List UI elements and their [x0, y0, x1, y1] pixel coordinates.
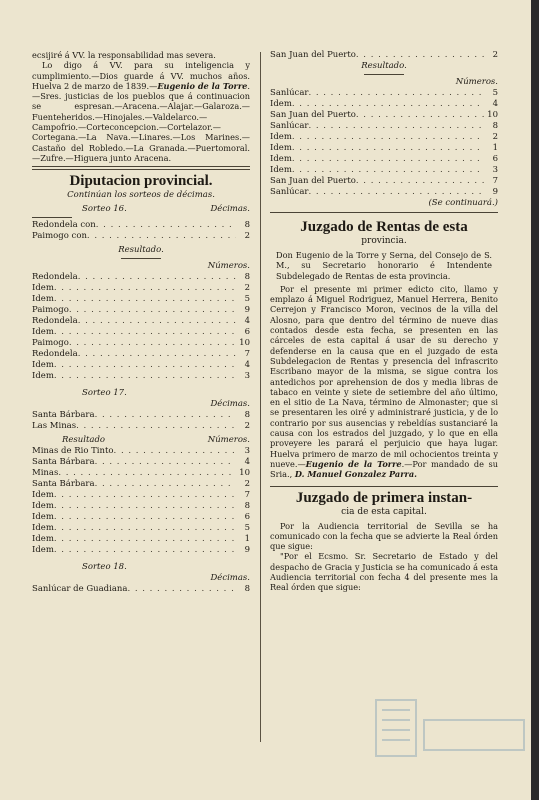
row-name: Sanlúcar: [270, 187, 309, 197]
table-row: [32, 479, 250, 490]
row-value: 5: [244, 523, 250, 534]
intro-paragraph: Lo digo á VV. para su inteligencia y cumplimiento.—Dios guarde á VV. muchos años. Huelva 2 de marzo de 1839.—Eugenio de la Torre.—Sres. justicias de los pueblos que á continuacion se espresan.—Aracena.—Alajar.—Galaroza.—Fuenteheridos.—Hinojales.—Valdelarco.—Campofrio.—Corteconcepcion.—Cortelazor.—Cortegana.—La Nava.—Linares.—Los Marines.—Castaño del Robledo.—La Granada.—Puertomoral.—Zufre.—Higuera junto Aracena.: [32, 60, 250, 163]
audiencia-paragraph: Por la Audiencia territorial de Sevilla se ha comunicado con la fecha que se advierte la Real órden que sigue:: [270, 520, 498, 552]
leader-dots: [54, 501, 236, 512]
right-results: [270, 88, 498, 198]
section-subtitle: Continúan los sorteos de décimas.: [67, 190, 215, 201]
section-rule: [270, 486, 498, 487]
result-label: Resultado.: [361, 61, 407, 71]
table-row: [270, 165, 498, 176]
leader-dots: [95, 457, 236, 468]
leader-dots: [356, 50, 484, 61]
row-value: 9: [244, 545, 250, 556]
row-value: 1: [244, 534, 250, 545]
leader-dots: [95, 479, 236, 490]
row-name: Santa Bárbara: [32, 410, 95, 421]
section-rule: [270, 212, 498, 213]
row-value: 2: [492, 132, 498, 142]
table-row: [32, 523, 250, 534]
row-name: Sanlúcar de Guadiana: [32, 584, 128, 595]
row-value: 2: [244, 231, 250, 242]
row-value: 8: [244, 584, 250, 595]
leader-dots: [292, 165, 484, 176]
section-heading-diputacion: Diputacion provincial.: [69, 173, 213, 190]
row-name: Redondela: [32, 272, 78, 283]
leader-dots: [54, 327, 236, 338]
row-name: Idem: [32, 490, 54, 501]
section-heading-juzgado-rentas: Juzgado de Rentas de esta: [300, 219, 468, 235]
row-name: Idem: [32, 294, 54, 305]
section-rule: [32, 166, 250, 167]
row-name: San Juan del Puerto: [270, 50, 356, 60]
table-row: [32, 231, 250, 242]
header-paragraph: Don Eugenio de la Torre y Serna, del Consejo de S. M., su Secretario honorario é Intendente Subdelegado de Rentas de esta provincia.: [276, 250, 492, 281]
sorteo-17-results: [32, 446, 250, 556]
leader-dots: [54, 534, 236, 545]
row-value: 5: [492, 88, 498, 98]
table-row: [32, 584, 250, 595]
row-value: 4: [244, 360, 250, 371]
scan-edge: [531, 0, 539, 800]
row-name: Idem: [270, 165, 292, 175]
leader-dots: [292, 143, 484, 154]
leader-dots: [78, 349, 236, 360]
row-name: Minas: [32, 468, 59, 479]
row-name: Santa Bárbara: [32, 479, 95, 490]
row-value: 2: [492, 50, 498, 60]
table-row: [32, 501, 250, 512]
left-column: [32, 50, 250, 595]
row-value: 3: [244, 446, 250, 457]
row-name: Idem: [32, 523, 54, 534]
row-name: Paimogo con: [32, 231, 87, 242]
table-row: [32, 410, 250, 421]
right-column: [270, 50, 498, 593]
table-row: [270, 50, 498, 61]
leader-dots: [292, 99, 484, 110]
sorteo-17-rows: [32, 410, 250, 432]
row-value: 1: [492, 143, 498, 153]
table-row: [270, 187, 498, 198]
row-value: 7: [244, 349, 250, 360]
leader-dots: [356, 176, 484, 187]
row-value: 3: [492, 165, 498, 175]
row-value: 10: [239, 468, 250, 479]
table-row: [32, 490, 250, 501]
leader-dots: [54, 490, 236, 501]
row-name: Redondela: [32, 316, 78, 327]
row-name: Sanlúcar: [270, 121, 309, 131]
column-divider: [260, 52, 261, 742]
row-value: 6: [244, 327, 250, 338]
table-row: [32, 316, 250, 327]
row-value: 8: [244, 410, 250, 421]
table-row: [32, 283, 250, 294]
row-value: 2: [244, 421, 250, 432]
leader-dots: [54, 360, 236, 371]
leader-dots: [69, 305, 236, 316]
leader-dots: [54, 523, 236, 534]
edict-paragraph: Por el presente mi primer edicto cito, llamo y emplazo á Miguel Rodriguez, Manuel Herrera, Benito Cerrejon y Francisco Moron, vecinos de la villa del Alosno, para que dentro del término de nueve dias contados desde esta fecha, se presenten en las cárceles de esta capital á usar de su derecho y defenderse en la causa que en el juzgado de esta Subdelegacion de Rentas y presencia del infrascrito Escribano mayor de la misma, se sigue contra los antedichos por aprehension de dos y media libras de tabaco en veinte y siete de setiembre del año último, en el sitio de La Nava, término de Almonaster; que si se presentaren les oiré y administraré justicia, y de lo contrario por sus ausencias y rebeldías sustanciaré la causa con los estrados del juzgado, y lo que en ella proveyere les parará el perjuicio que haya lugar. Huelva primero de marzo de mil ochocientos treinta y nueve.—Eugenio de la Torre.—Por mandado de su Sria., D. Manuel Gonzalez Parra.: [270, 283, 498, 480]
table-row: [270, 176, 498, 187]
divider-line: [121, 258, 161, 259]
row-name: Idem: [270, 154, 292, 164]
section-rule: [32, 169, 250, 170]
table-row: [32, 534, 250, 545]
row-name: San Juan del Puerto: [270, 176, 356, 186]
continued-note: (Se continuará.): [428, 198, 498, 208]
leader-dots: [96, 220, 236, 231]
row-name: Paimogo: [32, 305, 69, 316]
leader-dots: [308, 121, 484, 132]
row-name: Idem: [32, 360, 54, 371]
row-name: San Juan del Puerto: [270, 110, 356, 120]
table-row: [270, 143, 498, 154]
table-row: [270, 121, 498, 132]
sorteo-16-rows: [32, 220, 250, 242]
library-watermark-stamp: [372, 690, 532, 770]
top-rows: [270, 50, 498, 61]
table-row: [270, 110, 498, 121]
row-name: Idem: [32, 283, 54, 294]
decimas-label: Décimas.: [210, 399, 250, 410]
table-row: [32, 457, 250, 468]
table-row: [32, 371, 250, 382]
table-row: [32, 512, 250, 523]
numbers-label: Números.: [207, 261, 250, 272]
row-value: 6: [492, 154, 498, 164]
sorteo-17-result-header: Resultado Números.: [62, 435, 250, 446]
table-row: [32, 446, 250, 457]
row-value: 8: [244, 272, 250, 283]
row-name: Minas de Rio Tinto: [32, 446, 114, 457]
leader-dots: [54, 283, 236, 294]
row-name: Santa Bárbara: [32, 457, 95, 468]
table-row: [270, 99, 498, 110]
leader-dots: [127, 584, 236, 595]
sorteo-18-header: Sorteo 18.: [82, 562, 127, 573]
leader-dots: [54, 294, 236, 305]
row-value: 7: [244, 490, 250, 501]
table-row: [32, 360, 250, 371]
leader-dots: [54, 545, 236, 556]
row-value: 9: [492, 187, 498, 197]
sorteo-16-results: [32, 272, 250, 382]
row-value: 4: [244, 457, 250, 468]
row-value: 10: [487, 110, 498, 120]
leader-dots: [87, 231, 236, 242]
leader-dots: [356, 110, 484, 121]
row-value: 9: [244, 305, 250, 316]
real-orden-paragraph: "Por el Ecsmo. Sr. Secretario de Estado y del despacho de Gracia y Justicia se ha comunicado á esta Audiencia territorial con fecha 4 del presente mes la Real órden que sigue:: [270, 551, 498, 593]
leader-dots: [292, 132, 484, 143]
sorteo-17-header: Sorteo 17.: [82, 388, 127, 399]
section-subheading: provincia.: [361, 236, 407, 246]
leader-dots: [308, 187, 484, 198]
table-row: [270, 88, 498, 99]
row-name: Idem: [32, 534, 54, 545]
sorteo-16-header: Sorteo 16. Décimas.: [82, 204, 250, 215]
row-name: Idem: [32, 512, 54, 523]
leader-dots: [76, 421, 236, 432]
row-name: Idem: [270, 132, 292, 142]
table-row: [270, 154, 498, 165]
row-name: Redondela: [32, 349, 78, 360]
result-label: Resultado.: [118, 245, 164, 256]
row-name: Idem: [32, 545, 54, 556]
section-heading-juzgado-primera: Juzgado de primera instan-: [295, 489, 473, 506]
table-row: [32, 338, 250, 349]
table-row: [32, 294, 250, 305]
row-name: Idem: [32, 371, 54, 382]
divider-line: [32, 217, 72, 218]
row-value: 2: [244, 479, 250, 490]
row-value: 5: [244, 294, 250, 305]
leader-dots: [308, 88, 484, 99]
table-row: [32, 220, 250, 231]
row-value: 8: [244, 220, 250, 231]
table-row: [32, 349, 250, 360]
table-row: [32, 327, 250, 338]
table-row: [270, 132, 498, 143]
intro-signature: Eugenio de la Torre: [157, 80, 248, 91]
row-value: 6: [244, 512, 250, 523]
section-subheading: cia de esta capital.: [341, 506, 427, 517]
row-value: 3: [244, 371, 250, 382]
row-value: 4: [492, 99, 498, 109]
table-row: [32, 272, 250, 283]
row-name: Redondela con: [32, 220, 96, 231]
decimas-label: Décimas.: [210, 573, 250, 584]
row-value: 2: [244, 283, 250, 294]
table-row: [32, 545, 250, 556]
sorteo-18-rows: [32, 584, 250, 595]
numbers-label: Números.: [455, 77, 498, 87]
table-row: [32, 421, 250, 432]
table-row: [32, 468, 250, 479]
row-value: 8: [492, 121, 498, 131]
leader-dots: [58, 468, 236, 479]
row-name: Paimogo: [32, 338, 69, 349]
row-name: Idem: [270, 99, 292, 109]
table-row: [32, 305, 250, 316]
divider-line: [364, 74, 404, 75]
row-value: 10: [239, 338, 250, 349]
leader-dots: [54, 371, 236, 382]
leader-dots: [78, 316, 236, 327]
intro-line: ecsijiré á VV. la responsabilidad mas severa.: [32, 50, 216, 60]
leader-dots: [114, 446, 236, 457]
leader-dots: [78, 272, 236, 283]
row-value: 4: [244, 316, 250, 327]
row-name: Las Minas: [32, 421, 77, 432]
row-name: Idem: [32, 501, 54, 512]
row-name: Sanlúcar: [270, 88, 309, 98]
leader-dots: [95, 410, 236, 421]
row-name: Idem: [270, 143, 292, 153]
leader-dots: [54, 512, 236, 523]
row-value: 7: [492, 176, 498, 186]
row-name: Idem: [32, 327, 54, 338]
leader-dots: [292, 154, 484, 165]
leader-dots: [69, 338, 236, 349]
row-value: 8: [244, 501, 250, 512]
